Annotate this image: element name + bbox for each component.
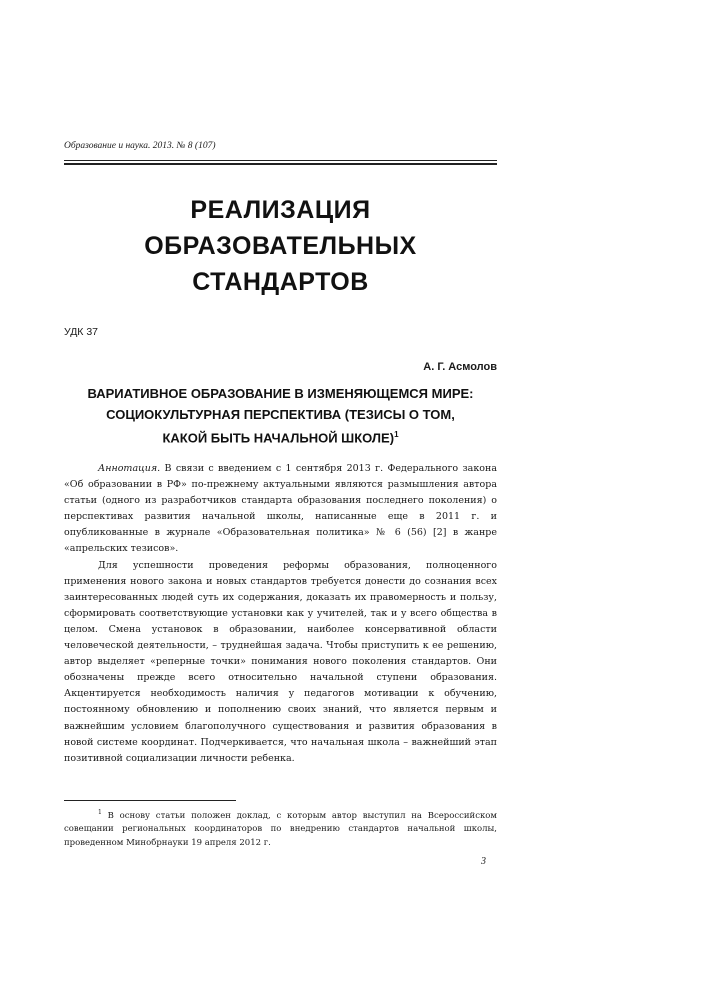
annotation-label: Аннотация.: [98, 463, 161, 474]
footnote-mark: 1: [98, 809, 102, 816]
author-name: А. Г. Асмолов: [423, 361, 497, 373]
article-title-line: [64, 425, 497, 449]
section-title-line: ОБРАЗОВАТЕЛЬНЫХ: [144, 232, 417, 260]
body-paragraph: Для успешности проведения реформы образования, полноценного применения нового закона и новых стандартов требуется донести до сознания всех заинтересованных людей суть их содержания, доказать их правомерность и пользу, сформировать соответствующие установки как у учителей, так и у всего общества в целом. Смена установок в образовании, наиболее консервативной области человеческой деятельности, – труднейшая задача. Чтобы приступить к ее решению, автор выделяет «реперные точки» понимания нового поколения стандартов. Они обозначены прежде всего относительно начальной ступени образования. Акцентируется необходимость наличия у педагогов мотивации к обучению, постоянному обновлению и пополнению своих знаний, что является первым и важнейшим условием благополучного существования и развития образования в новой системе координат. Подчеркивается, что начальная школа – важнейший этап позитивной социализации личности ребенка.: [64, 559, 497, 764]
footnote: [64, 806, 497, 850]
footnote-text: В основу статьи положен доклад, с которым автор выступил на Всероссийском совещании региональных координаторов по внедрению стандартов начальной школы, проведенном Минобрнауки 19 апреля 2012 г.: [64, 810, 497, 848]
journal-header: Образование и наука. 2013. № 8 (107): [64, 141, 216, 151]
article-title: [64, 384, 497, 449]
header-rule-thin: [64, 160, 497, 161]
page-number: 3: [481, 856, 486, 867]
article-title-line: ВАРИАТИВНОЕ ОБРАЗОВАНИЕ В ИЗМЕНЯЮЩЕМСЯ МИРЕ:: [87, 386, 474, 401]
article-title-line: СОЦИОКУЛЬТУРНАЯ ПЕРСПЕКТИВА (ТЕЗИСЫ О ТОМ,: [106, 406, 455, 422]
article-title-line-text: КАКОЙ БЫТЬ НАЧАЛЬНОЙ ШКОЛЕ): [162, 430, 395, 446]
header-rule-thick: [64, 163, 497, 165]
udk-code: УДК 37: [64, 326, 99, 338]
annotation-paragraph: [64, 461, 497, 558]
section-title-line: СТАНДАРТОВ: [192, 268, 369, 296]
section-title-line: РЕАЛИЗАЦИЯ: [190, 196, 371, 224]
title-footnote-mark[interactable]: 1: [394, 430, 399, 439]
section-title: [64, 192, 497, 300]
annotation-text: В связи с введением с 1 сентября 2013 г. Федерального закона «Об образовании в РФ» по-прежнему актуальными являются размышления автора статьи (одного из разработчиков стандарта образования последнего поколения) о перспективах развития начальной школы, написанные еще в 2011 г. и опубликованные в журнале «Образовательная политика» № 6 (56) [2] в жанре «апрельских тезисов».: [64, 463, 497, 555]
article-body: [64, 461, 497, 767]
footnote-rule: [64, 800, 236, 801]
